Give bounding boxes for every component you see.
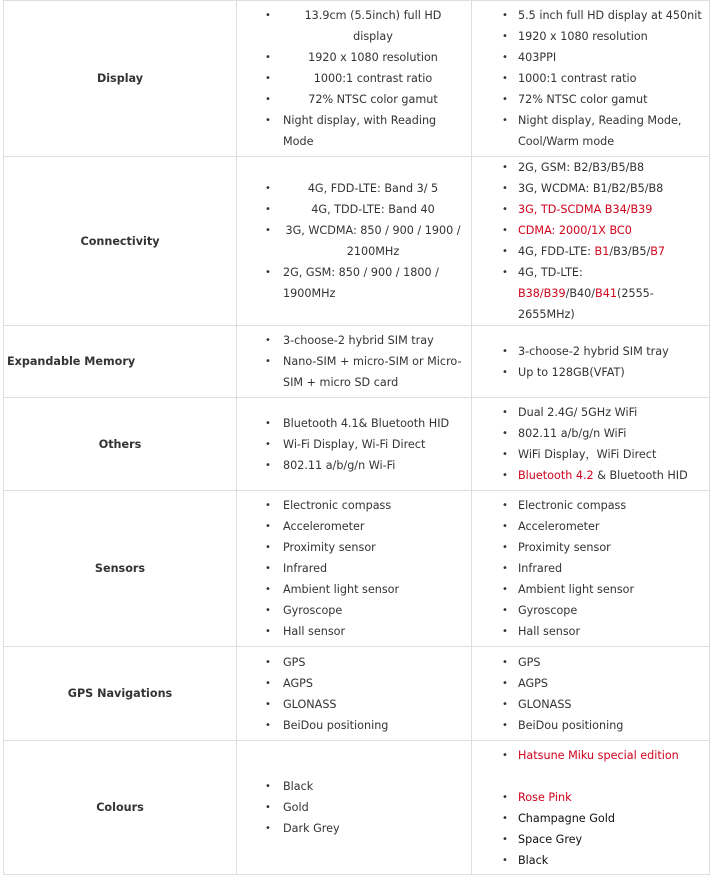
phone-a-sensors-cell <box>237 491 472 647</box>
list-item: • 1000:1 contrast ratio <box>283 68 463 89</box>
list-item: • Proximity sensor <box>283 537 463 558</box>
text-segment: 4G, FDD-LTE: <box>518 245 595 258</box>
phone-b-colours-cell <box>472 741 710 875</box>
phone-a-display-list <box>237 5 471 152</box>
list-item: • 72% NTSC color gamut <box>518 89 703 110</box>
list-item: • 403PPI <box>518 47 703 68</box>
list-item: • 5.5 inch full HD display at 450nit <box>518 5 703 26</box>
list-item: • Space Grey <box>518 829 703 850</box>
text-segment: /B40/ <box>565 287 596 300</box>
row-label-gps-navigations: GPS Navigations <box>4 647 237 741</box>
phone-b-display-cell <box>472 1 710 157</box>
list-item: • Electronic compass <box>518 495 703 516</box>
list-item: • 1920 x 1080 resolution <box>283 47 463 68</box>
row-label-display: Display <box>4 1 237 157</box>
list-item: • Gyroscope <box>518 600 703 621</box>
phone-a-gps-cell <box>237 647 472 741</box>
phone-b-colours-list <box>472 745 709 871</box>
list-item: • 3-choose-2 hybrid SIM tray <box>518 341 703 362</box>
list-item-highlighted: • 3G, TD-SCDMA B34/B39 <box>518 199 703 220</box>
phone-b-others-cell <box>472 398 710 491</box>
list-item-highlighted: • CDMA: 2000/1X BC0 <box>518 220 703 241</box>
text-segment: (2555-2655MHz) <box>518 287 654 321</box>
list-item: • 3-choose-2 hybrid SIM tray <box>283 330 463 351</box>
row-label-connectivity: Connectivity <box>4 157 237 326</box>
list-item: • Accelerometer <box>283 516 463 537</box>
highlight-segment: B41 <box>595 287 617 300</box>
list-spacer <box>518 766 703 787</box>
text-segment: & Bluetooth HID <box>593 469 688 482</box>
list-item <box>518 262 703 325</box>
list-item: • 802.11 a/b/g/n Wi-Fi <box>283 455 463 476</box>
phone-a-connectivity-cell <box>237 157 472 326</box>
list-item: • Nano-SIM + micro-SIM or Micro-SIM + micro SD card <box>283 351 463 393</box>
phone-a-memory-list <box>237 330 471 393</box>
list-item: • GPS <box>518 652 703 673</box>
list-item: • Night display, with Reading Mode <box>283 110 463 152</box>
list-item: • GLONASS <box>518 694 703 715</box>
list-item: • WiFi Display，WiFi Direct <box>518 444 703 465</box>
list-item-highlighted: • Rose Pink <box>518 787 703 808</box>
row-label-sensors: Sensors <box>4 491 237 647</box>
list-item: • Accelerometer <box>518 516 703 537</box>
text-segment: /B3/B5/ <box>609 245 651 258</box>
list-item: • Gold <box>283 797 463 818</box>
row-display <box>4 1 710 157</box>
highlight-segment: B1 <box>594 245 610 258</box>
phone-b-memory-list <box>472 341 709 383</box>
list-item: • AGPS <box>283 673 463 694</box>
phone-b-display-list <box>472 5 709 152</box>
list-item: • Up to 128GB(VFAT) <box>518 362 703 383</box>
list-item: • Ambient light sensor <box>283 579 463 600</box>
list-item: • Ambient light sensor <box>518 579 703 600</box>
list-item: • Electronic compass <box>283 495 463 516</box>
row-label-colours: Colours <box>4 741 237 875</box>
list-item: • 2G, GSM: 850 / 900 / 1800 / 1900MHz <box>283 262 463 304</box>
list-item: • Infrared <box>518 558 703 579</box>
phone-a-display-cell <box>237 1 472 157</box>
phone-a-colours-cell <box>237 741 472 875</box>
list-item: • Champagne Gold <box>518 808 703 829</box>
phone-b-connectivity-cell <box>472 157 710 326</box>
list-item: • 3G, WCDMA: 850 / 900 / 1900 / 2100MHz <box>283 220 463 262</box>
row-gps-navigations <box>4 647 710 741</box>
phone-b-connectivity-list <box>472 157 709 325</box>
list-item: • Wi-Fi Display, Wi-Fi Direct <box>283 434 463 455</box>
list-item: • 1000:1 contrast ratio <box>518 68 703 89</box>
list-item: • GPS <box>283 652 463 673</box>
list-item: • Dark Grey <box>283 818 463 839</box>
list-item: • 802.11 a/b/g/n WiFi <box>518 423 703 444</box>
phone-a-connectivity-list <box>237 178 471 304</box>
row-others <box>4 398 710 491</box>
list-item <box>518 241 703 262</box>
list-item: • 4G, TDD-LTE: Band 40 <box>283 199 463 220</box>
list-item: • AGPS <box>518 673 703 694</box>
list-item: • Black <box>518 850 703 871</box>
list-item: • Infrared <box>283 558 463 579</box>
highlight-segment: B7 <box>650 245 666 258</box>
list-item: • GLONASS <box>283 694 463 715</box>
list-item: • Proximity sensor <box>518 537 703 558</box>
row-expandable-memory <box>4 326 710 398</box>
list-item: • 72% NTSC color gamut <box>283 89 463 110</box>
phone-a-sensors-list <box>237 495 471 642</box>
highlight-segment: Bluetooth 4.2 <box>518 469 594 482</box>
list-item: • Black <box>283 776 463 797</box>
phone-a-colours-list <box>237 776 471 839</box>
phone-a-others-cell <box>237 398 472 491</box>
list-item <box>518 465 703 486</box>
list-item: • Hall sensor <box>283 621 463 642</box>
list-item-highlighted: • Hatsune Miku special edition <box>518 745 703 766</box>
row-connectivity <box>4 157 710 326</box>
phone-a-others-list <box>237 413 471 476</box>
list-item: • 13.9cm (5.5inch) full HD display <box>283 5 463 47</box>
phone-a-memory-cell <box>237 326 472 398</box>
list-item: • BeiDou positioning <box>283 715 463 736</box>
text-segment: 4G, TD-LTE: <box>518 266 583 279</box>
list-item: • 2G, GSM: B2/B3/B5/B8 <box>518 157 703 178</box>
highlight-segment: B38/B39 <box>518 287 566 300</box>
phone-b-sensors-cell <box>472 491 710 647</box>
list-item: • BeiDou positioning <box>518 715 703 736</box>
list-item: • Gyroscope <box>283 600 463 621</box>
list-item: • 3G, WCDMA: B1/B2/B5/B8 <box>518 178 703 199</box>
list-item: • Dual 2.4G/ 5GHz WiFi <box>518 402 703 423</box>
phone-b-others-list <box>472 402 709 486</box>
list-item: • Night display, Reading Mode, Cool/Warm mode <box>518 110 703 152</box>
row-colours <box>4 741 710 875</box>
phone-b-memory-cell <box>472 326 710 398</box>
phone-b-sensors-list <box>472 495 709 642</box>
row-label-expandable-memory: Expandable Memory <box>4 326 237 398</box>
row-sensors <box>4 491 710 647</box>
phone-a-gps-list <box>237 652 471 736</box>
list-item: • 4G, FDD-LTE: Band 3/ 5 <box>283 178 463 199</box>
row-label-others: Others <box>4 398 237 491</box>
phone-b-gps-cell <box>472 647 710 741</box>
list-item: • Hall sensor <box>518 621 703 642</box>
spec-comparison-table <box>3 0 710 875</box>
list-item: • 1920 x 1080 resolution <box>518 26 703 47</box>
list-item: • Bluetooth 4.1& Bluetooth HID <box>283 413 463 434</box>
phone-b-gps-list <box>472 652 709 736</box>
